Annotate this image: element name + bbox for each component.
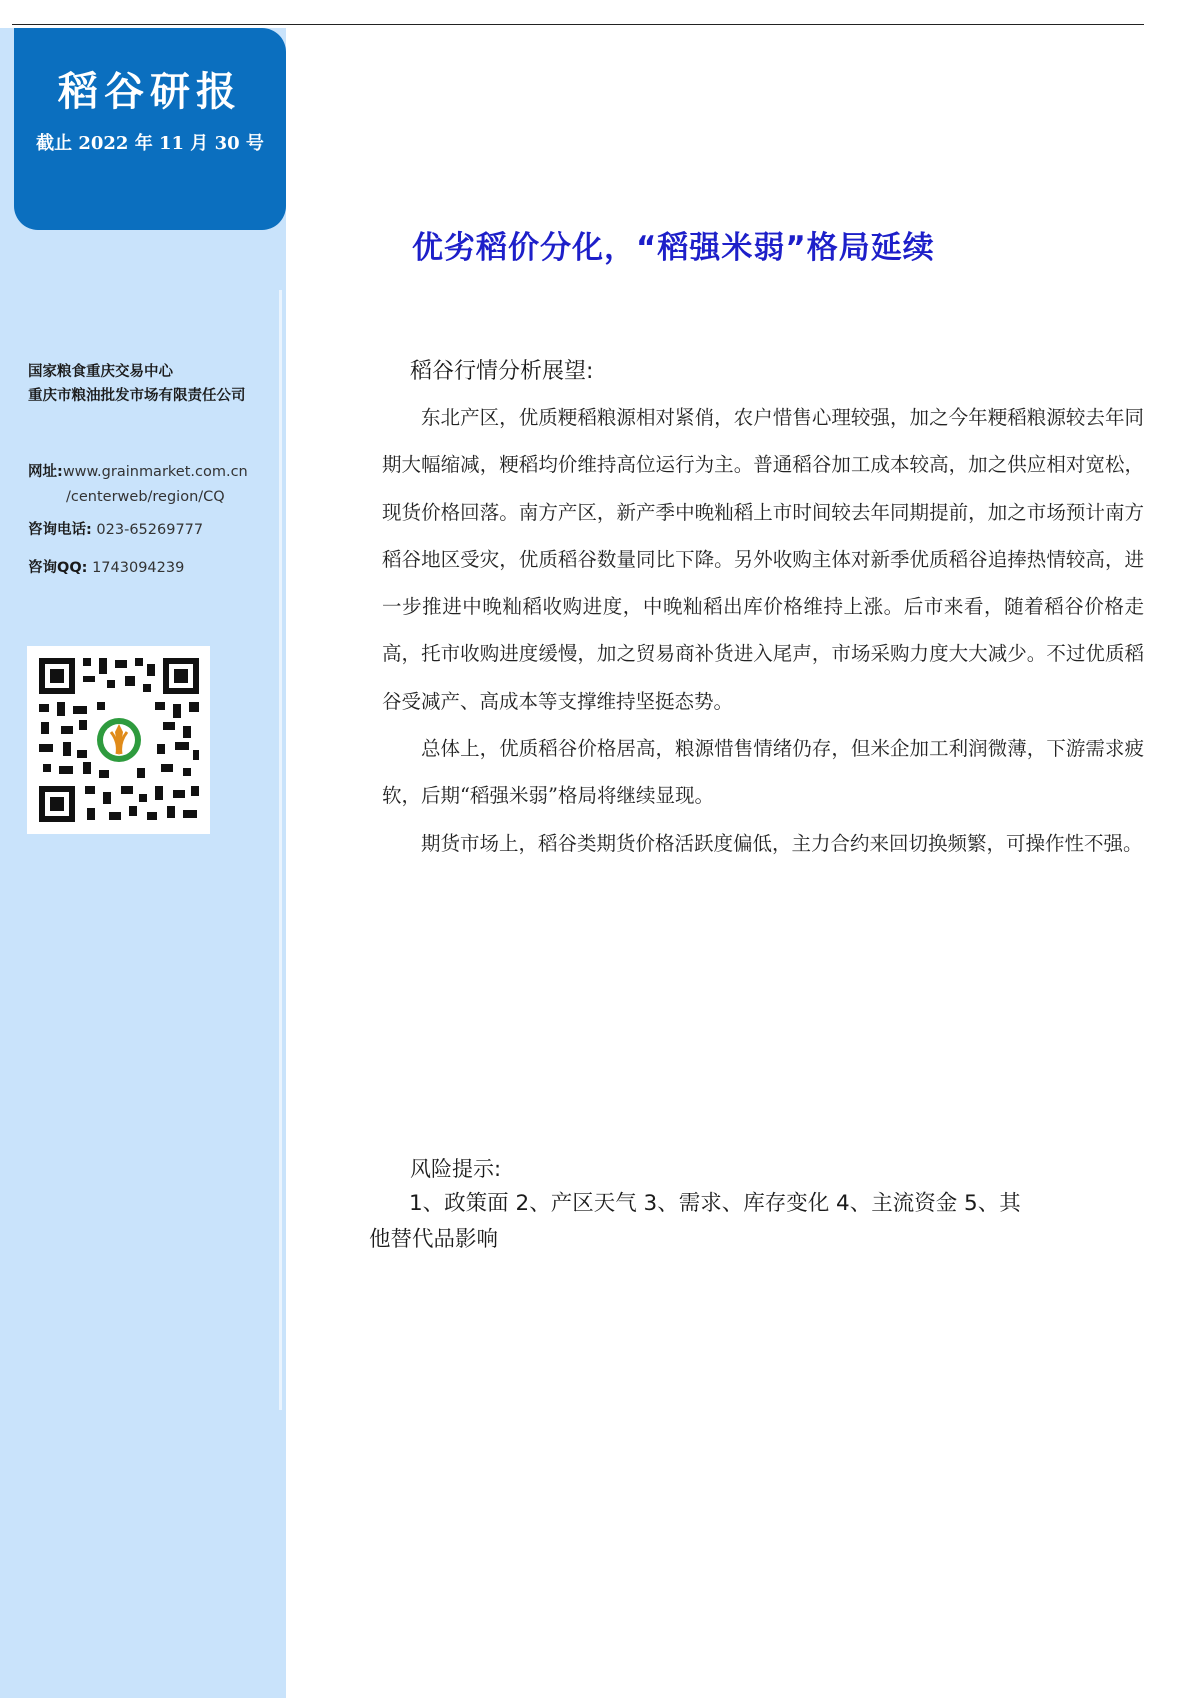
- risk-line-1: 1、政策面 2、产区天气 3、需求、库存变化 4、主流资金 5、其: [409, 1191, 1021, 1216]
- report-date: 截止 2022 年 11 月 30 号: [36, 133, 264, 154]
- risk-text: [369, 1186, 1099, 1258]
- organization-names: [28, 360, 278, 408]
- article-body: [382, 394, 1144, 867]
- phone-label: 咨询电话:: [28, 522, 92, 538]
- paragraph-3: 期货市场上，稻谷类期货价格活跃度偏低，主力合约来回切换频繁，可操作性不强。: [421, 831, 1143, 855]
- section-heading: 稻谷行情分析展望:: [410, 359, 594, 384]
- sidebar-divider: [279, 290, 282, 1410]
- qr-code-icon: [27, 646, 210, 834]
- risk-title: 风险提示:: [410, 1157, 502, 1181]
- sidebar: [0, 28, 286, 1698]
- org-line-2: 重庆市粮油批发市场有限责任公司: [28, 388, 246, 404]
- paragraph-2: 总体上，优质稻谷价格居高，粮源惜售情绪仍存，但米企加工利润微薄，下游需求疲软，后期“稻强米弱”格局将继续显现。: [382, 737, 1144, 808]
- phone-number: 023-65269777: [96, 522, 204, 538]
- qq-info: [28, 556, 280, 581]
- website-link-1[interactable]: www.grainmarket.com.cn: [62, 464, 248, 480]
- top-rule: [12, 24, 1144, 25]
- website-link-2[interactable]: /centerweb/region/CQ: [66, 489, 225, 505]
- qq-number: 1743094239: [92, 560, 185, 576]
- website-info: [28, 460, 280, 510]
- org-line-1: 国家粮食重庆交易中心: [28, 364, 173, 380]
- phone-info: [28, 518, 280, 543]
- qq-label: 咨询QQ:: [28, 560, 88, 576]
- wheat-logo-icon: [92, 713, 146, 767]
- website-label: 网址:: [28, 464, 63, 480]
- paragraph-1: 东北产区，优质粳稻粮源相对紧俏，农户惜售心理较强，加之今年粳稻粮源较去年同期大幅缩减，粳稻均价维持高位运行为主。普通稻谷加工成本较高，加之供应相对宽松，现货价格回落。南方产区，新产季中晚籼稻上市时间较去年同期提前，加之市场预计南方稻谷地区受灾，优质稻谷数量同比下降。另外收购主体对新季优质稻谷追捧热情较高，进一步推进中晚籼稻收购进度，中晚籼稻出库价格维持上涨。后市来看，随着稻谷价格走高，托市收购进度缓慢，加之贸易商补货进入尾声，市场采购力度大大减少。不过优质稻谷受减产、高成本等支撑维持坚挺态势。: [382, 406, 1144, 713]
- brand-block: [14, 28, 286, 230]
- risk-line-2: 他替代品影响: [369, 1227, 499, 1252]
- article-headline: 优劣稻价分化，“稻强米弱”格局延续: [412, 230, 935, 266]
- brand-title: 稻谷研报: [58, 68, 242, 115]
